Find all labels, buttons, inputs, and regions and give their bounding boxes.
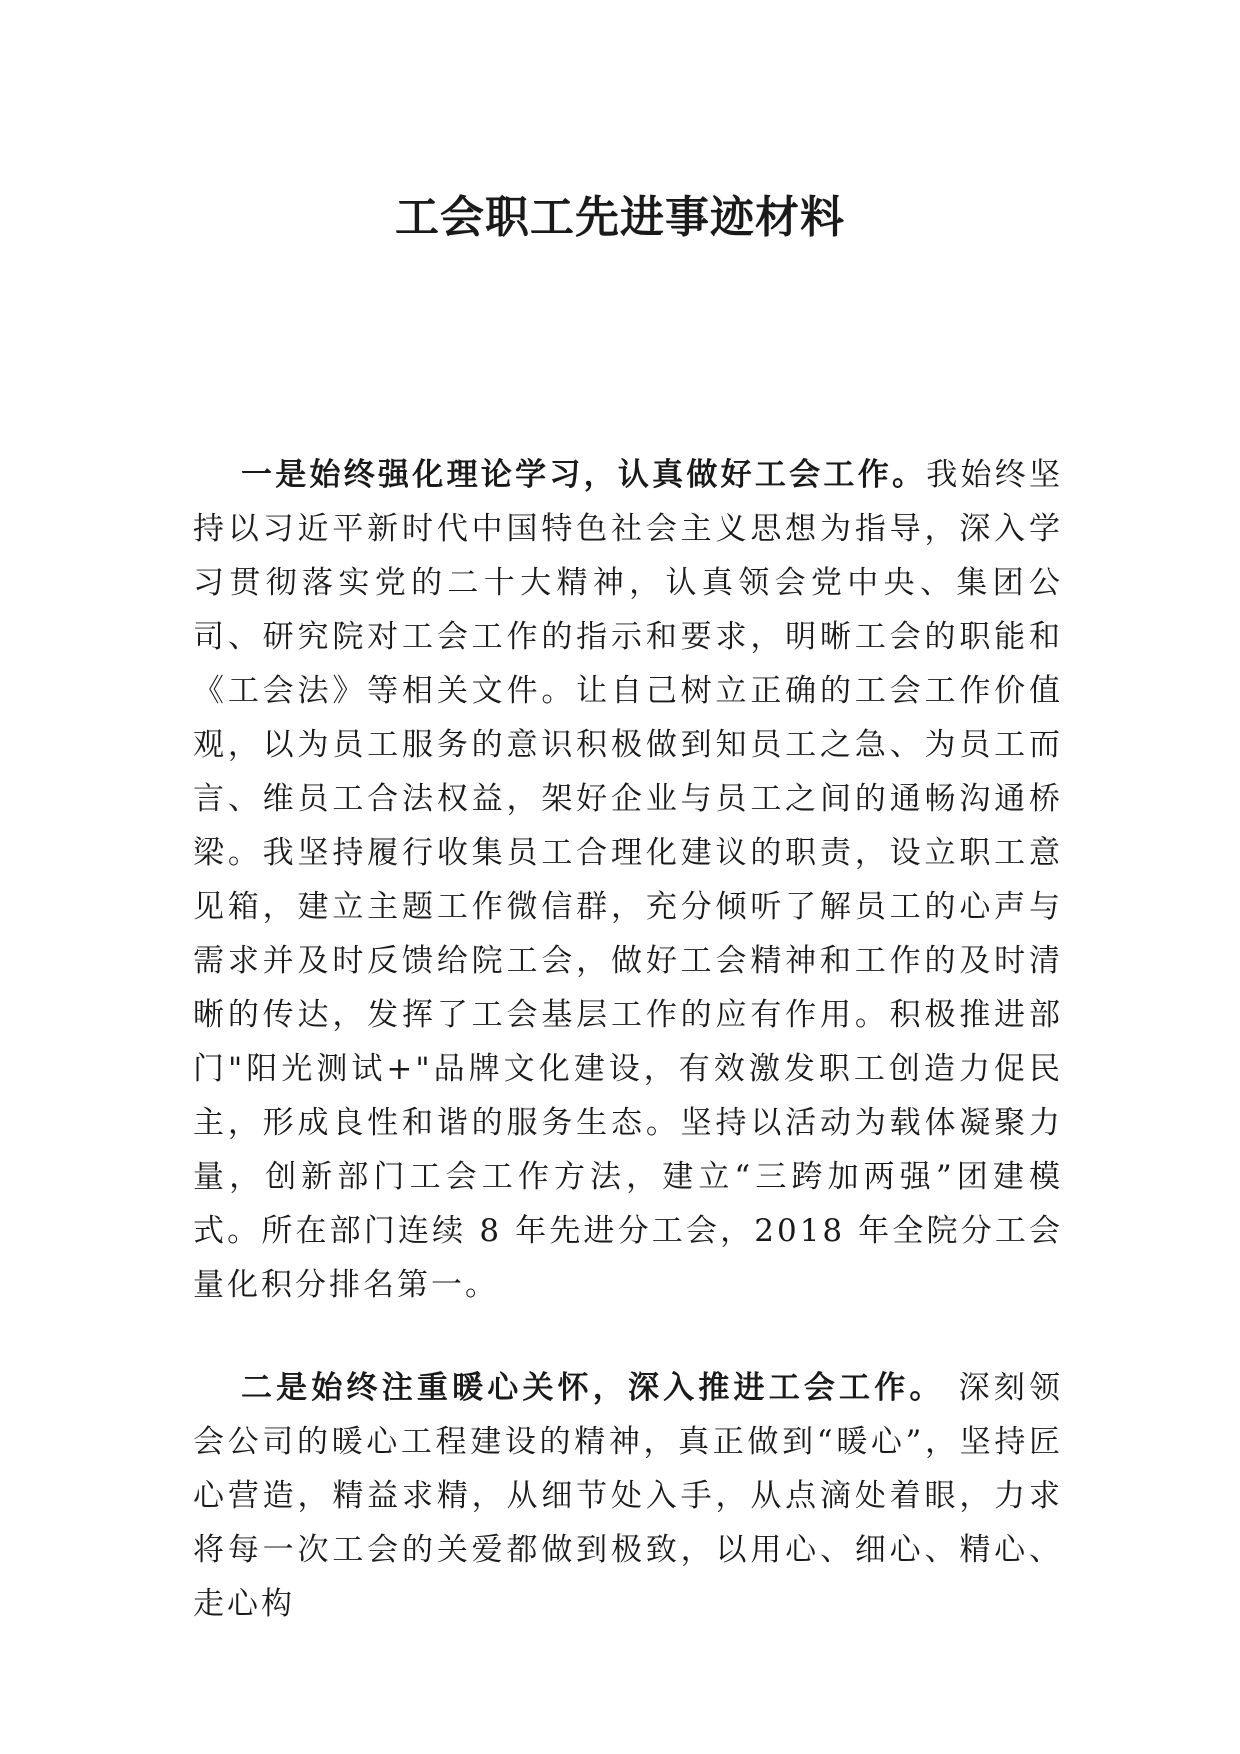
document-title: 工会职工先进事迹材料 xyxy=(395,192,845,243)
paragraph-lead-heading: 二是始终注重暖心关怀，深入推进工会工作。 xyxy=(241,1370,945,1406)
paragraph-warm-care xyxy=(193,1361,1063,1631)
paragraph-theory-study xyxy=(193,448,1063,1312)
paragraph-lead-heading: 一是始终强化理论学习，认真做好工会工作。 xyxy=(241,457,927,493)
paragraph-body-text: 我始终坚持以习近平新时代中国特色社会主义思想为指导，深入学习贯彻落实党的二十大精神，认真领会党中央、集团公司、研究院对工会工作的指示和要求，明晰工会的职能和《工会法》等相关文件。让自己树立正确的工会工作价值观，以为员工服务的意识积极做到知员工之急、为员工而言、维员工合法权益，架好企业与员工之间的通畅沟通桥梁。我坚持履行收集员工合理化建议的职责，设立职工意见箱，建立主题工作微信群，充分倾听了解员工的心声与需求并及时反馈给院工会，做好工会精神和工作的及时清晰的传达，发挥了工会基层工作的应有作用。积极推进部门"阳光测试+"品牌文化建设，有效激发职工创造力促民主，形成良性和谐的服务生态。坚持以活动为载体凝聚力量，创新部门工会工作方法，建立“三跨加两强”团建模式。所在部门连续 8 年先进分工会，2018 年全院分工会量化积分排名第一。 xyxy=(193,457,1064,1303)
paragraph-body-text: 深刻领会公司的暖心工程建设的精神，真正做到“暖心”，坚持匠心营造，精益求精，从细节处入手，从点滴处着眼，力求将每一次工会的关爱都做到极致，以用心、细心、精心、走心构 xyxy=(193,1370,1064,1622)
